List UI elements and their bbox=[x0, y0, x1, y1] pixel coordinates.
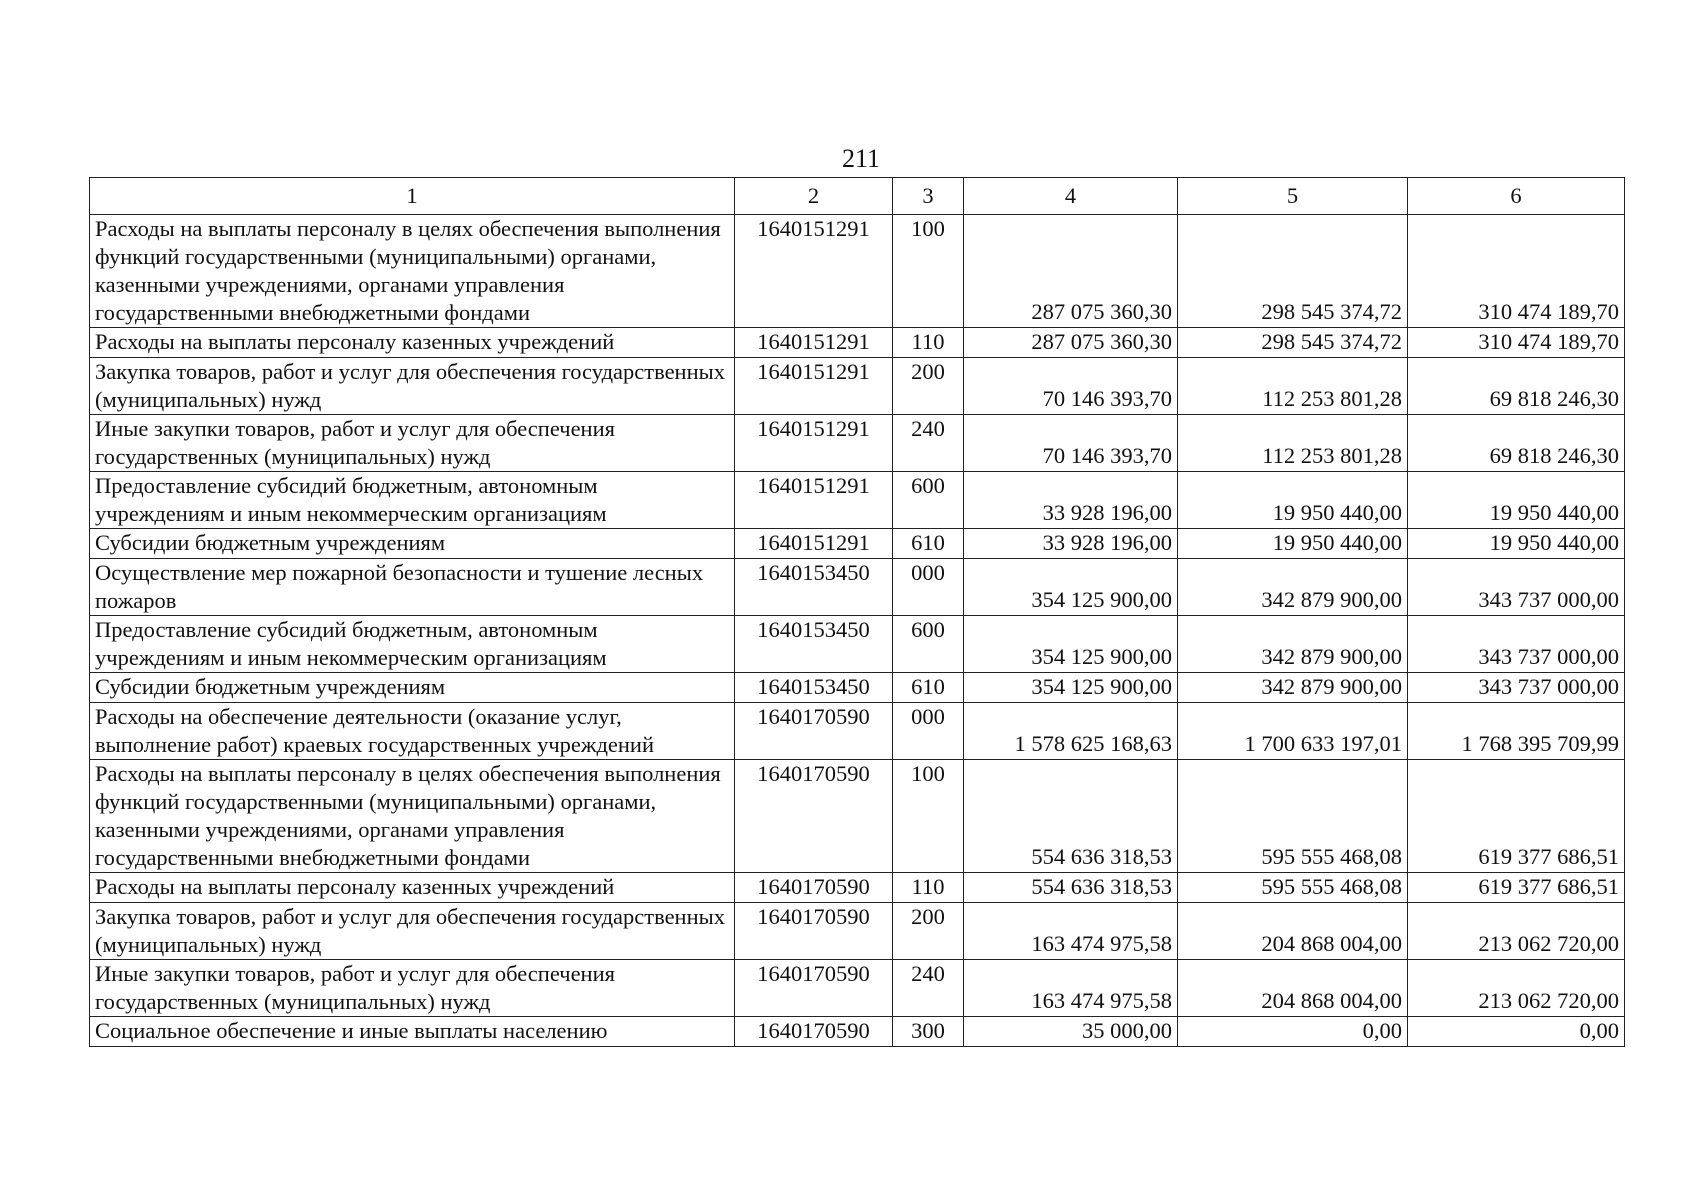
amount-col4-cell: 70 146 393,70 bbox=[964, 415, 1178, 472]
amount-col5-cell: 342 879 900,00 bbox=[1178, 559, 1408, 616]
amount-col6-cell: 69 818 246,30 bbox=[1408, 358, 1625, 415]
amount-col6-cell: 343 737 000,00 bbox=[1408, 559, 1625, 616]
page-number: 211 bbox=[841, 144, 881, 173]
expense-type-cell: 100 bbox=[893, 215, 964, 328]
amount-col6-cell: 619 377 686,51 bbox=[1408, 760, 1625, 873]
expense-type-cell: 200 bbox=[893, 903, 964, 960]
target-code-cell: 1640170590 bbox=[735, 903, 893, 960]
column-header: 5 bbox=[1178, 178, 1408, 215]
amount-col5-cell: 595 555 468,08 bbox=[1178, 760, 1408, 873]
expense-name-cell: Иные закупки товаров, работ и услуг для обеспечения государственных (муниципальных) нужд bbox=[90, 960, 735, 1017]
column-header: 3 bbox=[893, 178, 964, 215]
expense-name-cell: Закупка товаров, работ и услуг для обеспечения государственных (муниципальных) нужд bbox=[90, 903, 735, 960]
target-code-cell: 1640151291 bbox=[735, 415, 893, 472]
expense-type-cell: 610 bbox=[893, 673, 964, 703]
table-row bbox=[90, 960, 1625, 1017]
amount-col5-cell: 112 253 801,28 bbox=[1178, 415, 1408, 472]
table-row bbox=[90, 415, 1625, 472]
table-row bbox=[90, 903, 1625, 960]
expense-name-cell: Расходы на выплаты персоналу казенных учреждений bbox=[90, 328, 735, 358]
expense-type-cell: 610 bbox=[893, 529, 964, 559]
expense-type-cell: 000 bbox=[893, 703, 964, 760]
amount-col6-cell: 310 474 189,70 bbox=[1408, 328, 1625, 358]
amount-col4-cell: 33 928 196,00 bbox=[964, 529, 1178, 559]
amount-col4-cell: 163 474 975,58 bbox=[964, 960, 1178, 1017]
expense-type-cell: 600 bbox=[893, 472, 964, 529]
amount-col6-cell: 343 737 000,00 bbox=[1408, 673, 1625, 703]
expense-type-cell: 300 bbox=[893, 1017, 964, 1047]
expense-name-cell: Расходы на выплаты персоналу в целях обеспечения выполнения функций государственными (муниципальными) органами, казенными учреждениями, органами управления государственными внебюджетными фондами bbox=[90, 760, 735, 873]
amount-col5-cell: 204 868 004,00 bbox=[1178, 903, 1408, 960]
amount-col5-cell: 342 879 900,00 bbox=[1178, 673, 1408, 703]
amount-col6-cell: 19 950 440,00 bbox=[1408, 529, 1625, 559]
amount-col6-cell: 213 062 720,00 bbox=[1408, 903, 1625, 960]
amount-col5-cell: 595 555 468,08 bbox=[1178, 873, 1408, 903]
expense-type-cell: 000 bbox=[893, 559, 964, 616]
expense-name-cell: Социальное обеспечение и иные выплаты населению bbox=[90, 1017, 735, 1047]
amount-col4-cell: 163 474 975,58 bbox=[964, 903, 1178, 960]
table-row bbox=[90, 328, 1625, 358]
expense-name-cell: Расходы на обеспечение деятельности (оказание услуг, выполнение работ) краевых государственных учреждений bbox=[90, 703, 735, 760]
amount-col4-cell: 354 125 900,00 bbox=[964, 559, 1178, 616]
amount-col6-cell: 69 818 246,30 bbox=[1408, 415, 1625, 472]
table-row bbox=[90, 472, 1625, 529]
table-row bbox=[90, 760, 1625, 873]
table-row bbox=[90, 1017, 1625, 1047]
amount-col6-cell: 19 950 440,00 bbox=[1408, 472, 1625, 529]
table-row bbox=[90, 616, 1625, 673]
expense-type-cell: 110 bbox=[893, 873, 964, 903]
target-code-cell: 1640153450 bbox=[735, 559, 893, 616]
amount-col5-cell: 298 545 374,72 bbox=[1178, 328, 1408, 358]
amount-col6-cell: 213 062 720,00 bbox=[1408, 960, 1625, 1017]
expense-name-cell: Расходы на выплаты персоналу казенных учреждений bbox=[90, 873, 735, 903]
expense-type-cell: 100 bbox=[893, 760, 964, 873]
table-row bbox=[90, 215, 1625, 328]
table-row bbox=[90, 559, 1625, 616]
column-header: 4 bbox=[964, 178, 1178, 215]
amount-col4-cell: 287 075 360,30 bbox=[964, 328, 1178, 358]
amount-col6-cell: 0,00 bbox=[1408, 1017, 1625, 1047]
column-header: 2 bbox=[735, 178, 893, 215]
amount-col4-cell: 354 125 900,00 bbox=[964, 673, 1178, 703]
amount-col5-cell: 0,00 bbox=[1178, 1017, 1408, 1047]
expense-name-cell: Расходы на выплаты персоналу в целях обеспечения выполнения функций государственными (муниципальными) органами, казенными учреждениями, органами управления государственными внебюджетными фондами bbox=[90, 215, 735, 328]
target-code-cell: 1640151291 bbox=[735, 529, 893, 559]
amount-col4-cell: 554 636 318,53 bbox=[964, 760, 1178, 873]
amount-col4-cell: 70 146 393,70 bbox=[964, 358, 1178, 415]
expense-name-cell: Субсидии бюджетным учреждениям bbox=[90, 673, 735, 703]
target-code-cell: 1640170590 bbox=[735, 960, 893, 1017]
column-header: 6 bbox=[1408, 178, 1625, 215]
target-code-cell: 1640170590 bbox=[735, 760, 893, 873]
amount-col5-cell: 298 545 374,72 bbox=[1178, 215, 1408, 328]
amount-col6-cell: 619 377 686,51 bbox=[1408, 873, 1625, 903]
amount-col6-cell: 1 768 395 709,99 bbox=[1408, 703, 1625, 760]
table-row bbox=[90, 673, 1625, 703]
target-code-cell: 1640151291 bbox=[735, 472, 893, 529]
amount-col5-cell: 1 700 633 197,01 bbox=[1178, 703, 1408, 760]
target-code-cell: 1640170590 bbox=[735, 873, 893, 903]
amount-col6-cell: 343 737 000,00 bbox=[1408, 616, 1625, 673]
expense-type-cell: 240 bbox=[893, 415, 964, 472]
amount-col5-cell: 112 253 801,28 bbox=[1178, 358, 1408, 415]
column-header: 1 bbox=[90, 178, 735, 215]
amount-col4-cell: 354 125 900,00 bbox=[964, 616, 1178, 673]
amount-col5-cell: 204 868 004,00 bbox=[1178, 960, 1408, 1017]
expense-type-cell: 240 bbox=[893, 960, 964, 1017]
expense-name-cell: Осуществление мер пожарной безопасности и тушение лесных пожаров bbox=[90, 559, 735, 616]
table-row bbox=[90, 873, 1625, 903]
expense-type-cell: 110 bbox=[893, 328, 964, 358]
header-row bbox=[90, 178, 1625, 215]
expense-name-cell: Предоставление субсидий бюджетным, автономным учреждениям и иным некоммерческим организациям bbox=[90, 616, 735, 673]
expense-type-cell: 600 bbox=[893, 616, 964, 673]
table-row bbox=[90, 703, 1625, 760]
amount-col5-cell: 19 950 440,00 bbox=[1178, 472, 1408, 529]
amount-col4-cell: 33 928 196,00 bbox=[964, 472, 1178, 529]
target-code-cell: 1640151291 bbox=[735, 358, 893, 415]
target-code-cell: 1640151291 bbox=[735, 215, 893, 328]
amount-col4-cell: 35 000,00 bbox=[964, 1017, 1178, 1047]
amount-col4-cell: 287 075 360,30 bbox=[964, 215, 1178, 328]
expense-name-cell: Предоставление субсидий бюджетным, автономным учреждениям и иным некоммерческим организациям bbox=[90, 472, 735, 529]
target-code-cell: 1640151291 bbox=[735, 328, 893, 358]
amount-col5-cell: 19 950 440,00 bbox=[1178, 529, 1408, 559]
table-row bbox=[90, 529, 1625, 559]
expense-type-cell: 200 bbox=[893, 358, 964, 415]
amount-col6-cell: 310 474 189,70 bbox=[1408, 215, 1625, 328]
target-code-cell: 1640170590 bbox=[735, 1017, 893, 1047]
amount-col5-cell: 342 879 900,00 bbox=[1178, 616, 1408, 673]
expense-name-cell: Иные закупки товаров, работ и услуг для обеспечения государственных (муниципальных) нужд bbox=[90, 415, 735, 472]
target-code-cell: 1640153450 bbox=[735, 673, 893, 703]
amount-col4-cell: 554 636 318,53 bbox=[964, 873, 1178, 903]
target-code-cell: 1640153450 bbox=[735, 616, 893, 673]
amount-col4-cell: 1 578 625 168,63 bbox=[964, 703, 1178, 760]
target-code-cell: 1640170590 bbox=[735, 703, 893, 760]
expense-name-cell: Закупка товаров, работ и услуг для обеспечения государственных (муниципальных) нужд bbox=[90, 358, 735, 415]
table-row bbox=[90, 358, 1625, 415]
budget-table bbox=[89, 177, 1625, 1047]
expense-name-cell: Субсидии бюджетным учреждениям bbox=[90, 529, 735, 559]
